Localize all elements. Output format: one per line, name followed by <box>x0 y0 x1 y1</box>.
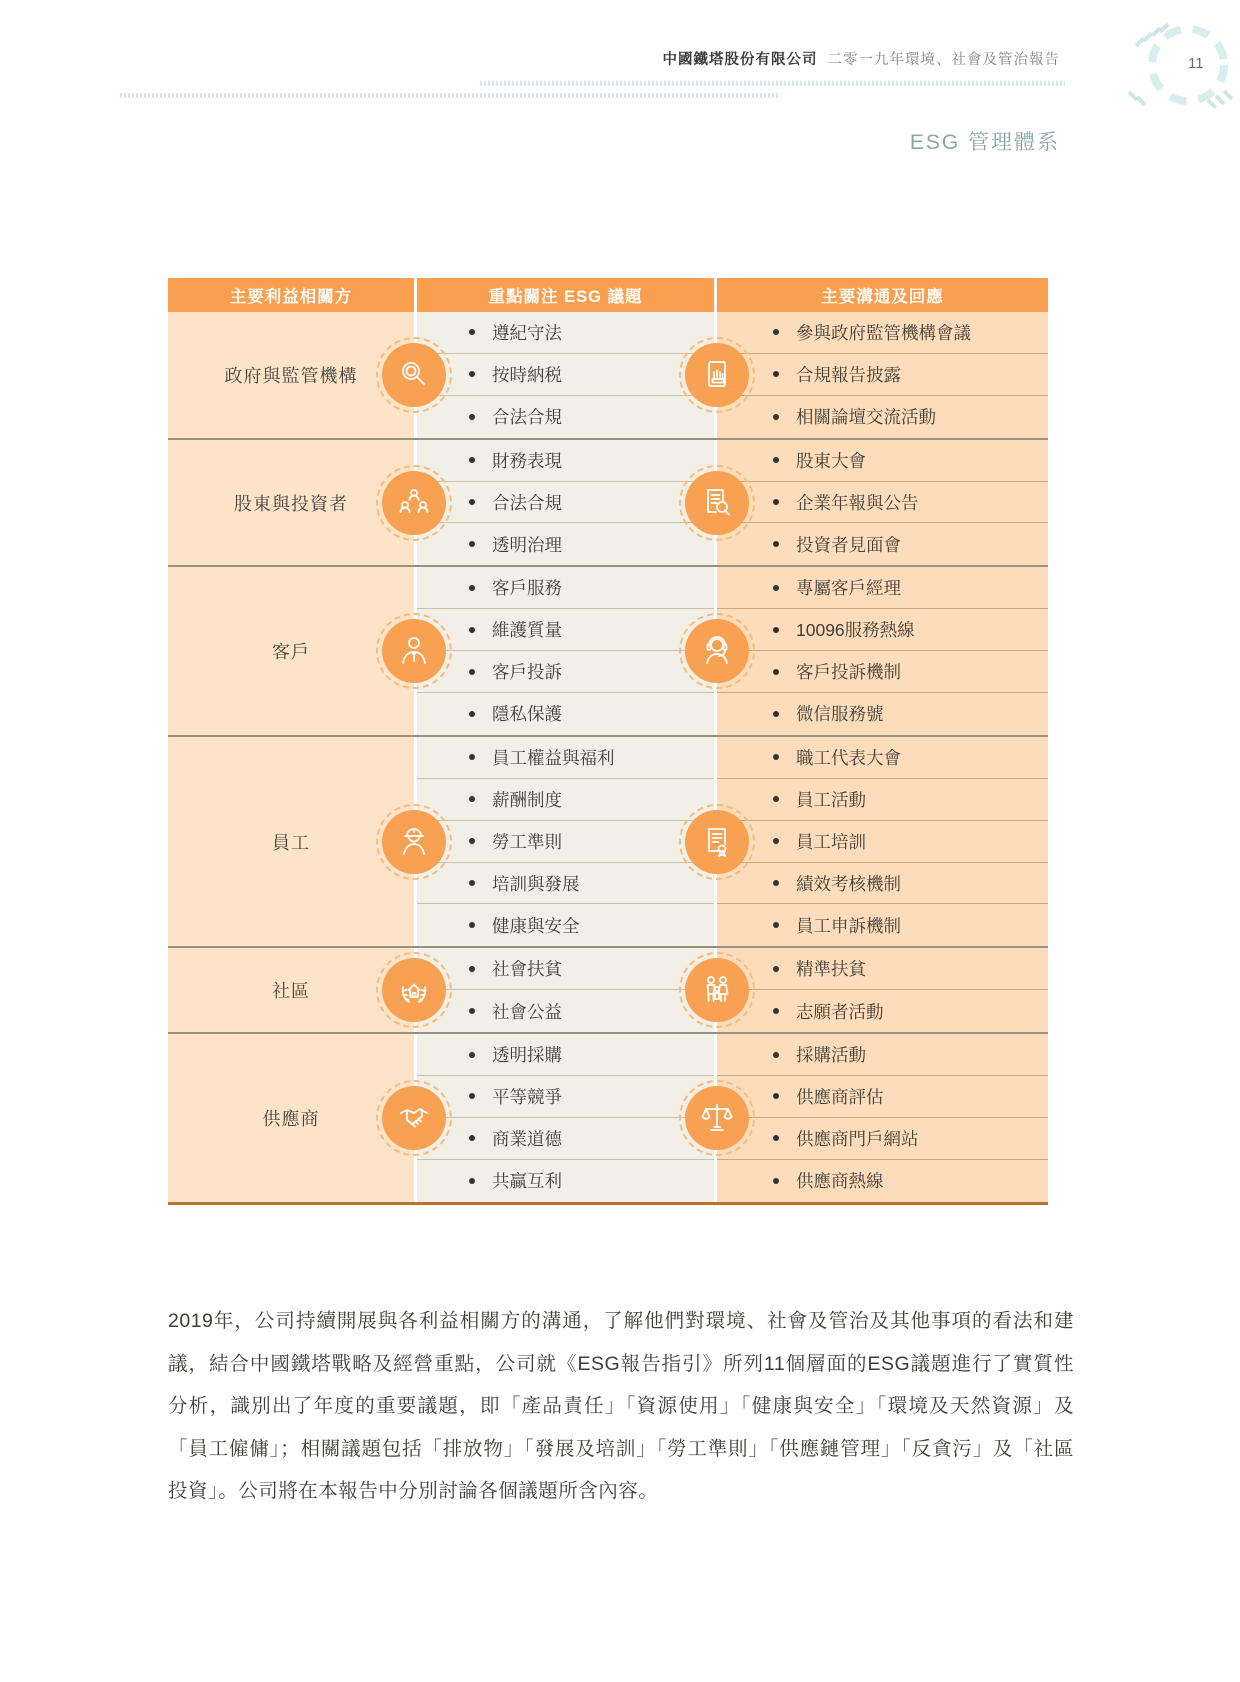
topic-text: 社會扶貧 <box>492 959 562 980</box>
communication-text: 供應商評估 <box>796 1086 884 1107</box>
people-network-icon <box>382 471 446 535</box>
page-number: 11 <box>1188 55 1204 72</box>
communication-item <box>717 651 1048 693</box>
communication-item <box>717 1118 1048 1160</box>
topic-text: 培訓與發展 <box>492 873 580 894</box>
topic-item <box>417 312 714 354</box>
topic-text: 社會公益 <box>492 1001 562 1022</box>
topic-item <box>417 990 714 1032</box>
communication-text: 企業年報與公告 <box>796 492 919 513</box>
topic-text: 透明治理 <box>492 534 562 555</box>
topic-item <box>417 1118 714 1160</box>
communication-text: 採購活動 <box>796 1045 866 1066</box>
communication-text: 參與政府監管機構會議 <box>796 322 971 343</box>
communication-text: 專屬客戶經理 <box>796 578 901 599</box>
topics-cell <box>417 1034 714 1202</box>
communications-cell <box>717 737 1048 946</box>
report-check-icon <box>685 471 749 535</box>
topic-text: 遵紀守法 <box>492 322 562 343</box>
header-dotted-rule-top <box>480 81 1065 86</box>
stakeholder-label: 政府與監管機構 <box>224 365 358 386</box>
topics-cell <box>417 567 714 735</box>
topic-item <box>417 651 714 693</box>
house-laurel-icon <box>382 958 446 1022</box>
column-header-stakeholder: 主要利益相關方 <box>168 278 414 312</box>
topics-cell <box>417 737 714 946</box>
stakeholder-label: 供應商 <box>262 1108 320 1129</box>
topic-text: 按時納税 <box>492 364 562 385</box>
communication-item <box>717 482 1048 524</box>
communications-cell <box>717 1034 1048 1202</box>
communication-text: 績效考核機制 <box>796 873 901 894</box>
topic-item <box>417 482 714 524</box>
topic-item <box>417 779 714 821</box>
communication-item <box>717 609 1048 651</box>
topic-text: 平等競爭 <box>492 1086 562 1107</box>
table-body <box>168 312 1048 1202</box>
communication-text: 員工活動 <box>796 789 866 810</box>
topic-text: 財務表現 <box>492 450 562 471</box>
topic-item <box>417 1076 714 1118</box>
topic-text: 員工權益與福利 <box>492 747 615 768</box>
stakeholder-label: 客戶 <box>272 642 310 663</box>
scales-icon <box>685 1086 749 1150</box>
communication-item <box>717 779 1048 821</box>
topic-item <box>417 821 714 863</box>
communication-item <box>717 1034 1048 1076</box>
topic-text: 透明採購 <box>492 1045 562 1066</box>
communication-text: 供應商熱線 <box>796 1171 884 1192</box>
company-name: 中國鐵塔股份有限公司 <box>662 52 818 68</box>
topic-text: 共贏互利 <box>492 1171 562 1192</box>
oath-hand-icon <box>685 343 749 407</box>
topic-text: 薪酬制度 <box>492 789 562 810</box>
stakeholder-label: 社區 <box>272 981 310 1002</box>
certificate-icon <box>685 810 749 874</box>
topic-item <box>417 863 714 905</box>
communication-item <box>717 354 1048 396</box>
table-row <box>168 946 1048 1032</box>
topic-item <box>417 567 714 609</box>
communication-text: 相關論壇交流活動 <box>796 407 936 428</box>
topic-text: 合法合規 <box>492 492 562 513</box>
topic-item <box>417 609 714 651</box>
communication-item <box>717 821 1048 863</box>
stakeholder-label: 股東與投資者 <box>234 493 348 514</box>
topic-item <box>417 396 714 438</box>
topic-text: 維護質量 <box>492 620 562 641</box>
topic-item <box>417 948 714 990</box>
communications-cell <box>717 312 1048 438</box>
topics-cell <box>417 312 714 438</box>
communications-cell <box>717 948 1048 1032</box>
family-icon <box>685 958 749 1022</box>
magnifier-icon <box>382 343 446 407</box>
communication-item <box>717 567 1048 609</box>
stakeholder-label: 員工 <box>272 832 310 853</box>
communication-item <box>717 440 1048 482</box>
communication-text: 職工代表大會 <box>796 747 901 768</box>
communication-item <box>717 863 1048 905</box>
communication-text: 合規報告披露 <box>796 364 901 385</box>
table-row <box>168 438 1048 566</box>
communication-item <box>717 990 1048 1032</box>
communications-cell <box>717 567 1048 735</box>
communication-text: 客戶投訴機制 <box>796 662 901 683</box>
topic-text: 客戶服務 <box>492 578 562 599</box>
communication-text: 員工培訓 <box>796 831 866 852</box>
topics-cell <box>417 440 714 566</box>
section-title: ESG 管理體系 <box>909 131 1060 154</box>
topic-text: 隱私保護 <box>492 704 562 725</box>
table-row <box>168 312 1048 438</box>
communication-item <box>717 396 1048 438</box>
communication-text: 志願者活動 <box>796 1001 884 1022</box>
topics-cell <box>417 948 714 1032</box>
column-header-esg-topics: 重點關注 ESG 議題 <box>417 278 714 312</box>
worker-icon <box>382 810 446 874</box>
table-header-row <box>168 278 1048 312</box>
communication-item <box>717 312 1048 354</box>
communication-item <box>717 1076 1048 1118</box>
communication-text: 供應商門戶網站 <box>796 1128 919 1149</box>
page-number-decoration-icon <box>1040 8 1240 128</box>
handshake-icon <box>382 1086 446 1150</box>
headset-agent-icon <box>685 619 749 683</box>
topic-text: 勞工準則 <box>492 831 562 852</box>
topic-item <box>417 1034 714 1076</box>
topic-text: 商業道德 <box>492 1128 562 1149</box>
topic-item <box>417 1160 714 1202</box>
communication-item <box>717 948 1048 990</box>
communication-text: 股東大會 <box>796 450 866 471</box>
communication-item <box>717 693 1048 735</box>
table-row <box>168 735 1048 946</box>
document-header <box>663 48 1061 69</box>
topic-item <box>417 737 714 779</box>
topic-text: 健康與安全 <box>492 915 580 936</box>
customer-icon <box>382 619 446 683</box>
communication-text: 員工申訴機制 <box>796 915 901 936</box>
topic-item <box>417 440 714 482</box>
column-header-communication: 主要溝通及回應 <box>717 278 1048 312</box>
topic-text: 合法合規 <box>492 407 562 428</box>
topic-item <box>417 354 714 396</box>
topic-item <box>417 693 714 735</box>
communication-text: 微信服務號 <box>796 704 884 725</box>
communications-cell <box>717 440 1048 566</box>
communication-text: 投資者見面會 <box>796 534 901 555</box>
table-row <box>168 565 1048 735</box>
communication-text: 10096服務熱線 <box>796 620 915 641</box>
communication-text: 精準扶貧 <box>796 959 866 980</box>
stakeholder-table <box>168 278 1048 1205</box>
topic-item <box>417 904 714 946</box>
report-title: 二零一九年環境、社會及管治報告 <box>827 52 1060 68</box>
header-dotted-rule-bottom <box>120 93 778 98</box>
table-row <box>168 1032 1048 1202</box>
communication-item <box>717 523 1048 565</box>
communication-item <box>717 904 1048 946</box>
communication-item <box>717 737 1048 779</box>
body-paragraph: 2019年，公司持續開展與各利益相關方的溝通，了解他們對環境、社會及管治及其他事項的看法和建議，結合中國鐵塔戰略及經營重點，公司就《ESG報告指引》所列11個層面的ESG議題進行了實質性分析，識別出了年度的重要議題，即「產品責任」「資源使用」「健康與安全」「環境及天然資源」及「員工僱傭」；相關議題包括「排放物」「發展及培訓」「勞工準則」「供應鏈管理」「反貪污」及「社區投資」。公司將在本報告中分別討論各個議題所含內容。 <box>168 1310 1074 1502</box>
topic-text: 客戶投訴 <box>492 662 562 683</box>
communication-item <box>717 1160 1048 1202</box>
topic-item <box>417 523 714 565</box>
